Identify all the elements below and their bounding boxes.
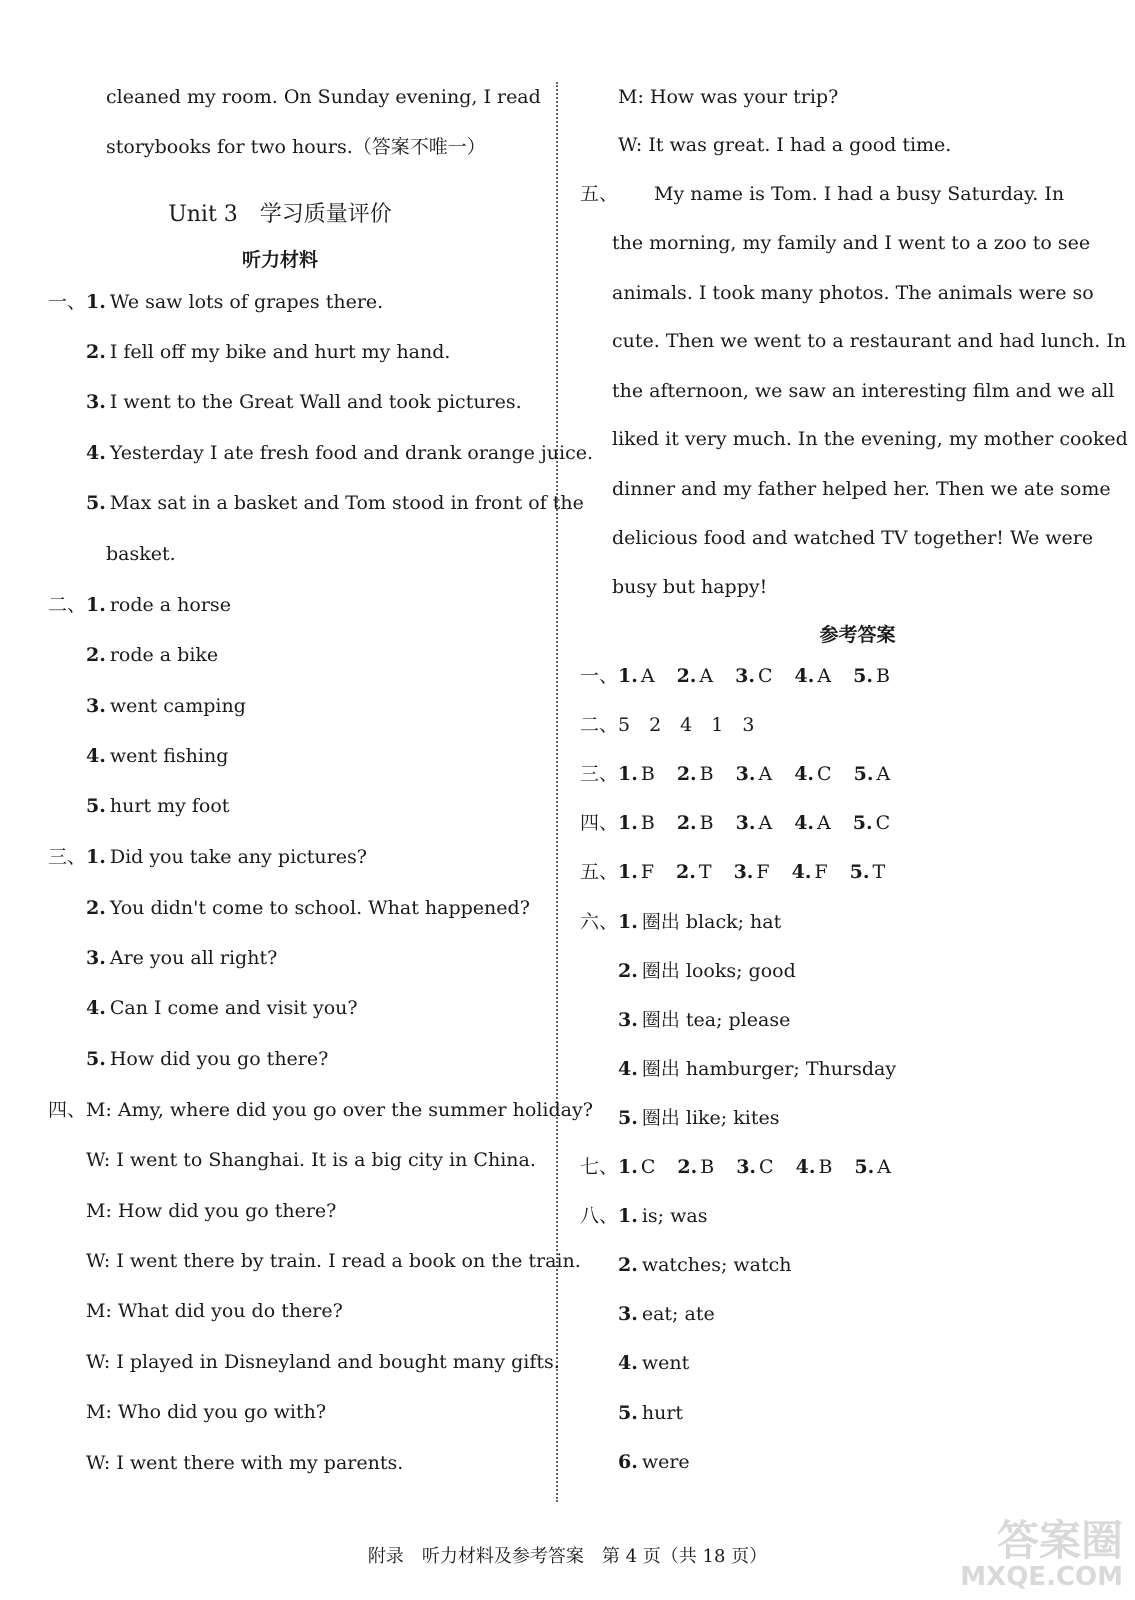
watermark-logo [957, 1508, 1127, 1596]
watermark-text: 答案圈 [996, 1516, 1123, 1565]
part-marker: 三、 [48, 846, 87, 868]
unit-title: Unit 3 学习质量评价 [168, 202, 392, 227]
answer-item: 3. 圈出 tea; please [618, 1009, 791, 1031]
list-item: 2. I fell off my bike and hurt my hand. [86, 341, 451, 363]
answer-item: 3. eat; ate [618, 1303, 715, 1325]
passage-line: delicious food and watched TV together! We were [612, 527, 1094, 549]
dialogue-line: W: I went there by train. I read a book on the train. [86, 1250, 581, 1272]
dialogue-line: M: How did you go there? [86, 1200, 337, 1222]
part-marker: 五、 [580, 861, 619, 883]
part-marker: 七、 [580, 1156, 619, 1178]
column-divider [556, 82, 558, 1502]
list-item: 5. Max sat in a basket and Tom stood in front of the [86, 492, 584, 514]
intro-line: cleaned my room. On Sunday evening, I read [106, 86, 541, 108]
passage-line: dinner and my father helped her. Then we ate some [612, 478, 1111, 500]
list-item: 4. Can I come and visit you? [86, 997, 358, 1019]
list-item-continuation: basket. [106, 543, 176, 565]
passage-line: the afternoon, we saw an interesting film and we all [612, 380, 1115, 402]
list-item: 5. How did you go there? [86, 1048, 329, 1070]
answer-item: 5. hurt [618, 1402, 684, 1424]
answer-item: 1. is; was [618, 1205, 708, 1227]
passage-line: the morning, my family and I went to a zoo to see [612, 232, 1091, 254]
list-item: 1. We saw lots of grapes there. [86, 291, 384, 313]
list-item: 1. Did you take any pictures? [86, 846, 367, 868]
dialogue-line: W: I played in Disneyland and bought many gifts. [86, 1351, 560, 1373]
answer-item: 4. 圈出 hamburger; Thursday [618, 1058, 897, 1080]
answer-item: 4. went [618, 1352, 690, 1374]
dialogue-line: M: Amy, where did you go over the summer holiday? [86, 1099, 593, 1121]
passage-line: My name is Tom. I had a busy Saturday. In [654, 183, 1065, 205]
list-item: 5. hurt my foot [86, 795, 230, 817]
dialogue-line: W: It was great. I had a good time. [618, 134, 952, 156]
list-item: 3. Are you all right? [86, 947, 278, 969]
answer-row: 1. C 2. B 3. C 4. B 5. A [618, 1156, 891, 1178]
part-marker: 四、 [48, 1099, 87, 1121]
part-marker: 八、 [580, 1205, 619, 1227]
list-item: 2. rode a bike [86, 644, 219, 666]
part-marker: 一、 [48, 291, 87, 313]
watermark-url: MXQE.COM [960, 1562, 1123, 1592]
answer-item: 2. 圈出 looks; good [618, 960, 796, 982]
part-marker: 六、 [580, 911, 619, 933]
answer-row: 5 2 4 1 3 [618, 714, 755, 736]
answer-row: 1. B 2. B 3. A 4. A 5. C [618, 812, 891, 834]
dialogue-line: M: What did you do there? [86, 1300, 343, 1322]
list-item: 4. went fishing [86, 745, 229, 767]
answers-heading: 参考答案 [819, 624, 896, 646]
dialogue-line: M: How was your trip? [618, 86, 839, 108]
passage-line: cute. Then we went to a restaurant and had lunch. In [612, 330, 1127, 352]
answer-row: 1. A 2. A 3. C 4. A 5. B [618, 665, 890, 687]
dialogue-line: W: I went there with my parents. [86, 1452, 404, 1474]
passage-line: busy but happy! [612, 576, 768, 598]
dialogue-line: W: I went to Shanghai. It is a big city in China. [86, 1149, 536, 1171]
part-marker: 五、 [580, 183, 619, 205]
list-item: 1. rode a horse [86, 594, 231, 616]
answer-item: 1. 圈出 black; hat [618, 911, 782, 933]
passage-line: liked it very much. In the evening, my mother cooked [612, 428, 1128, 450]
passage-line: animals. I took many photos. The animals were so [612, 282, 1094, 304]
part-marker: 四、 [580, 812, 619, 834]
list-item: 3. went camping [86, 695, 246, 717]
list-item: 3. I went to the Great Wall and took pictures. [86, 391, 522, 413]
part-marker: 一、 [580, 665, 619, 687]
answer-row: 1. F 2. T 3. F 4. F 5. T [618, 861, 886, 883]
answer-row: 1. B 2. B 3. A 4. C 5. A [618, 763, 891, 785]
answer-item: 5. 圈出 like; kites [618, 1107, 780, 1129]
answer-item: 6. were [618, 1451, 690, 1473]
part-marker: 三、 [580, 763, 619, 785]
part-marker: 二、 [48, 594, 87, 616]
intro-line: storybooks for two hours.（答案不唯一） [106, 136, 486, 158]
answer-item: 2. watches; watch [618, 1254, 792, 1276]
listening-heading: 听力材料 [241, 249, 318, 271]
list-item: 2. You didn't come to school. What happened? [86, 897, 530, 919]
dialogue-line: M: Who did you go with? [86, 1401, 327, 1423]
part-marker: 二、 [580, 714, 619, 736]
page-footer: 附录 听力材料及参考答案 第 4 页（共 18 页） [367, 1546, 768, 1567]
list-item: 4. Yesterday I ate fresh food and drank orange juice. [86, 442, 594, 464]
